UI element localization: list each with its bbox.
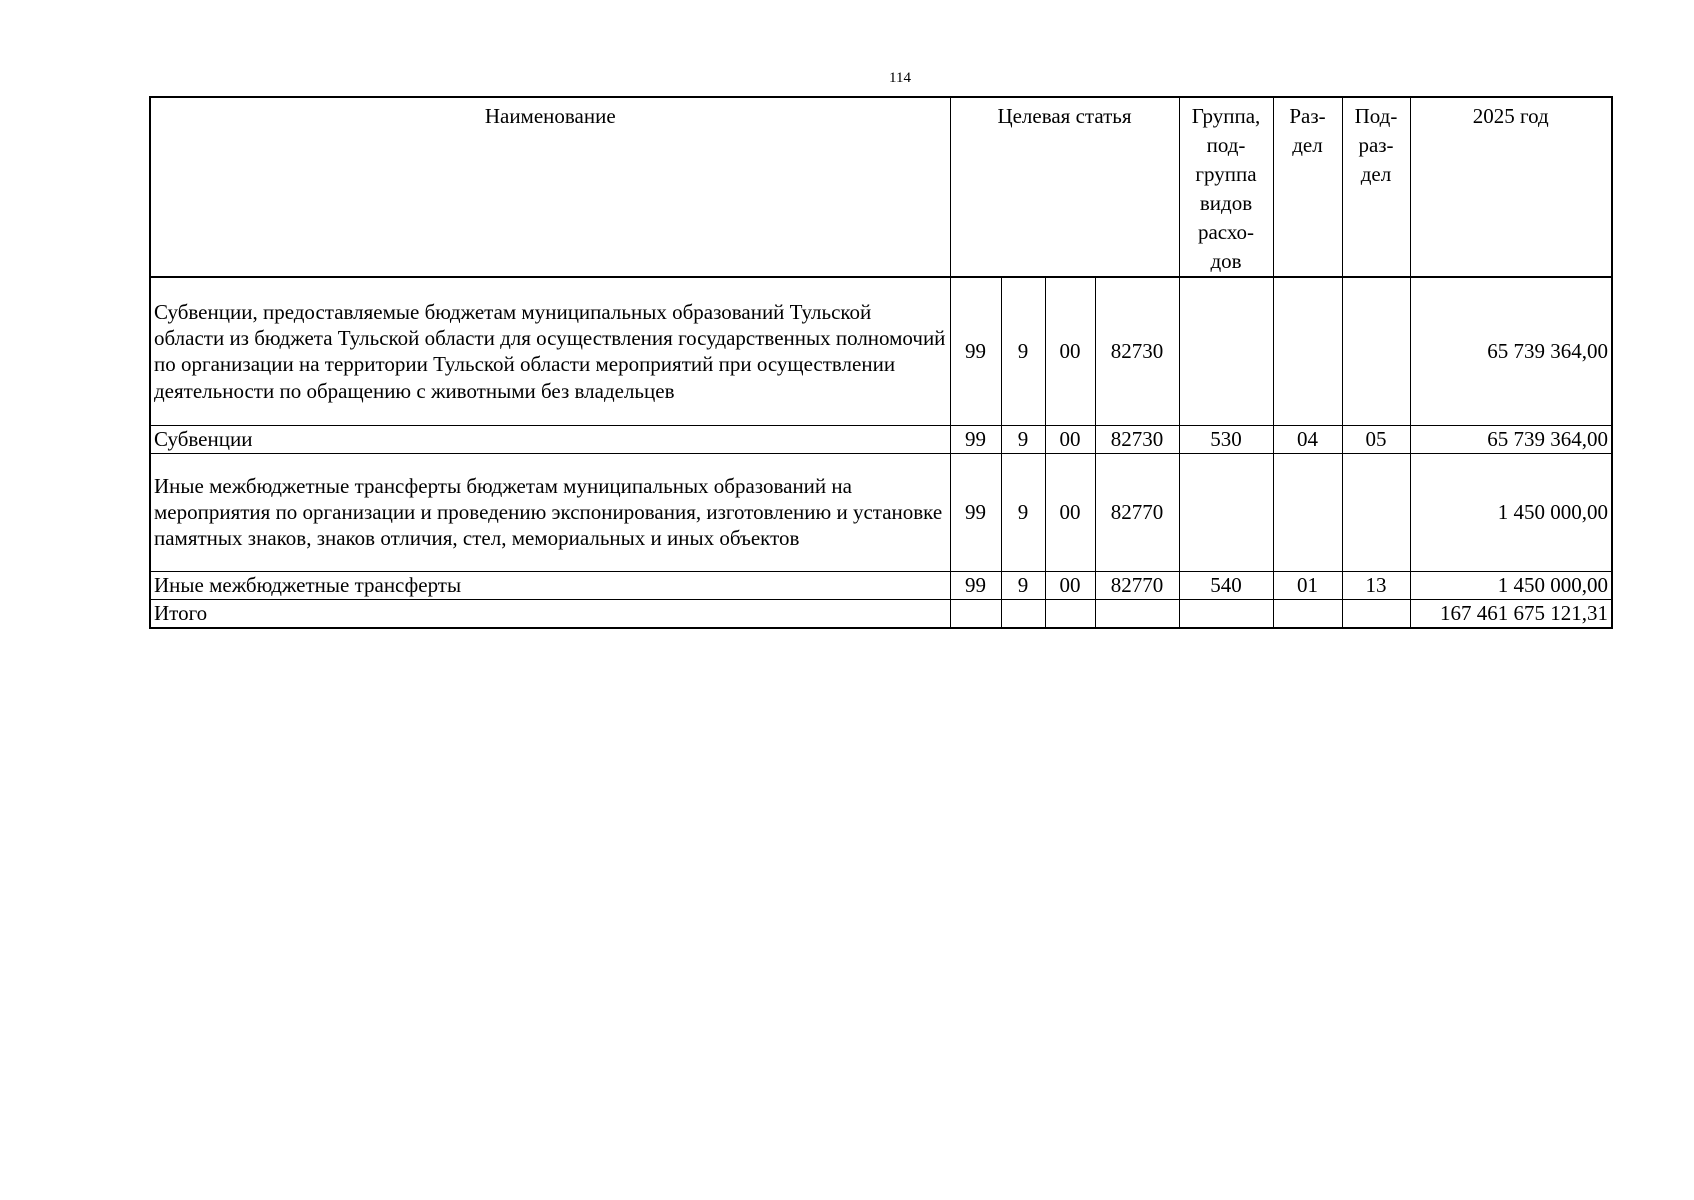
- row-name: Субвенции: [150, 425, 950, 453]
- row-subsection: [1342, 599, 1410, 628]
- table-row: [150, 425, 1612, 453]
- header-name: Наименование: [150, 97, 950, 277]
- row-code-program: [950, 599, 1001, 628]
- row-code-direction: 82770: [1095, 453, 1179, 571]
- table-body: [150, 97, 1612, 628]
- row-code-program: 99: [950, 277, 1001, 425]
- budget-table: [149, 96, 1613, 629]
- row-amount: 1 450 000,00: [1410, 571, 1612, 599]
- table-row: [150, 277, 1612, 425]
- row-group: [1179, 599, 1273, 628]
- row-code-direction: 82770: [1095, 571, 1179, 599]
- row-code-subprogram: 9: [1001, 277, 1045, 425]
- header-target-article: Целевая статья: [950, 97, 1179, 277]
- row-group: 530: [1179, 425, 1273, 453]
- row-code-event: [1045, 599, 1095, 628]
- row-group: 540: [1179, 571, 1273, 599]
- row-code-subprogram: 9: [1001, 453, 1045, 571]
- header-year: 2025 год: [1410, 97, 1612, 277]
- table-header-row: [150, 97, 1612, 277]
- row-code-direction: [1095, 599, 1179, 628]
- row-amount: 65 739 364,00: [1410, 277, 1612, 425]
- row-group: [1179, 453, 1273, 571]
- table-row-total: [150, 599, 1612, 628]
- row-code-event: 00: [1045, 425, 1095, 453]
- header-group: Группа, под- группа видов расхо- дов: [1179, 97, 1273, 277]
- row-code-direction: 82730: [1095, 425, 1179, 453]
- row-name: Иные межбюджетные трансферты бюджетам муниципальных образований на мероприятия по организации и проведению экспонирования, изготовлению и установке памятных знаков, знаков отличия, стел, мемориальных и иных объектов: [150, 453, 950, 571]
- row-code-event: 00: [1045, 453, 1095, 571]
- row-code-subprogram: 9: [1001, 571, 1045, 599]
- row-subsection: 13: [1342, 571, 1410, 599]
- row-name: Субвенции, предоставляемые бюджетам муниципальных образований Тульской области из бюджета Тульской области для осуществления государственных полномочий по организации на территории Тульской области мероприятий при осуществлении деятельности по обращению с животными без владельцев: [150, 277, 950, 425]
- page-number: 114: [889, 70, 911, 86]
- row-amount: 1 450 000,00: [1410, 453, 1612, 571]
- header-subsection: Под- раз- дел: [1342, 97, 1410, 277]
- row-code-subprogram: [1001, 599, 1045, 628]
- row-code-program: 99: [950, 425, 1001, 453]
- row-subsection: 05: [1342, 425, 1410, 453]
- row-section: 04: [1273, 425, 1342, 453]
- row-section: [1273, 453, 1342, 571]
- table-row: [150, 453, 1612, 571]
- row-group: [1179, 277, 1273, 425]
- row-code-event: 00: [1045, 571, 1095, 599]
- total-amount: 167 461 675 121,31: [1410, 599, 1612, 628]
- header-section: Раз- дел: [1273, 97, 1342, 277]
- row-amount: 65 739 364,00: [1410, 425, 1612, 453]
- table-row: [150, 571, 1612, 599]
- row-code-event: 00: [1045, 277, 1095, 425]
- row-name: Иные межбюджетные трансферты: [150, 571, 950, 599]
- row-subsection: [1342, 277, 1410, 425]
- row-section: [1273, 277, 1342, 425]
- row-code-program: 99: [950, 453, 1001, 571]
- row-code-direction: 82730: [1095, 277, 1179, 425]
- row-subsection: [1342, 453, 1410, 571]
- total-label: Итого: [150, 599, 950, 628]
- row-section: 01: [1273, 571, 1342, 599]
- row-section: [1273, 599, 1342, 628]
- row-code-program: 99: [950, 571, 1001, 599]
- row-code-subprogram: 9: [1001, 425, 1045, 453]
